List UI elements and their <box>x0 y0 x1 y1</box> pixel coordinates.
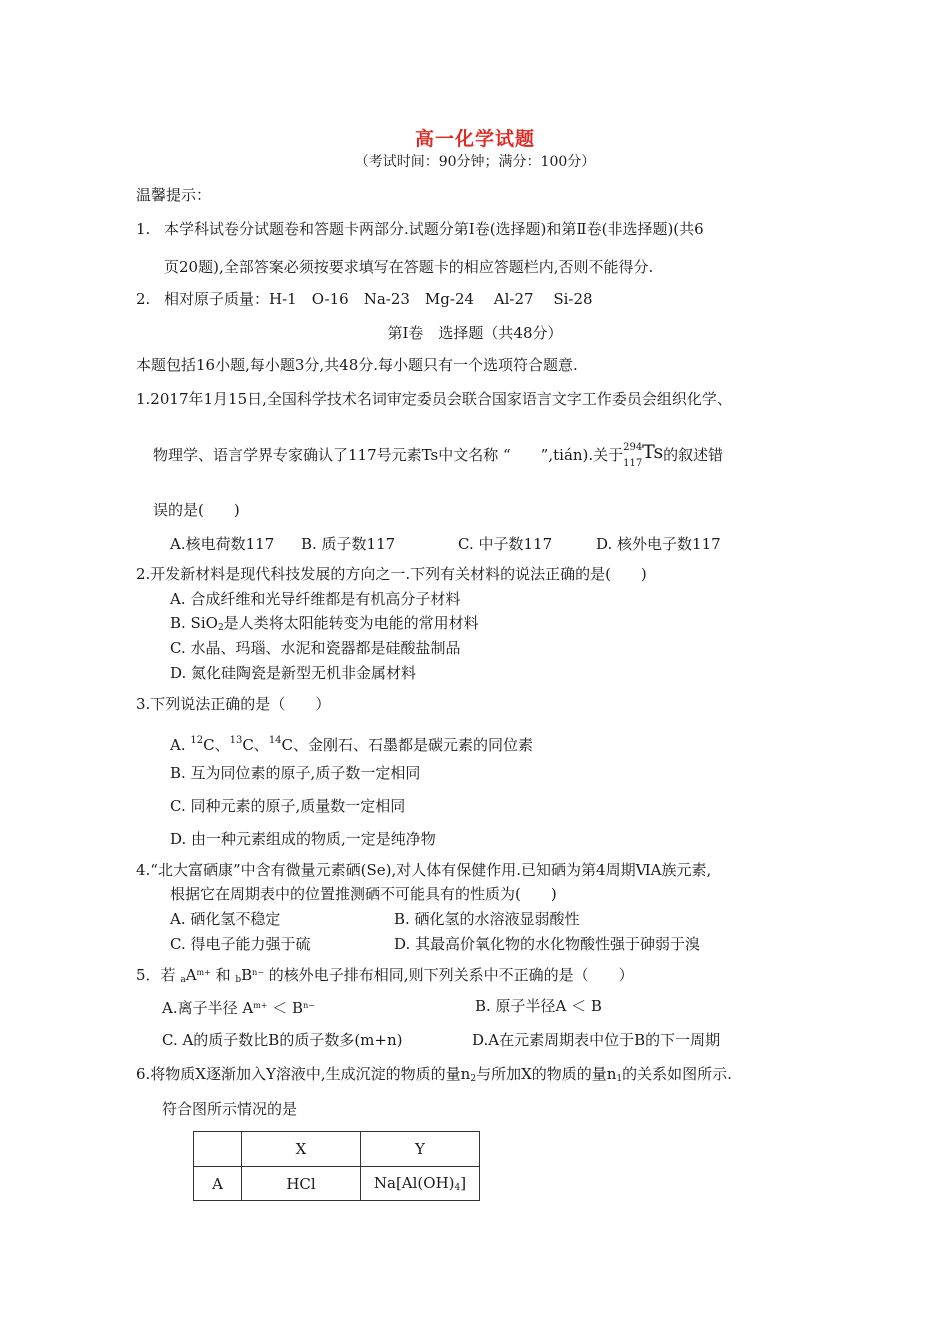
q5-option-a-text: A.离子半径 A <box>162 999 254 1017</box>
page-title: 高一化学试题 <box>414 128 535 150</box>
q4-stem-line-1: 4.“北大富硒康”中含有微量元素硒(Se),对人体有保健作用.已知硒为第4周期ⅥA族元素, <box>136 861 712 879</box>
q2-option-b-text-end: 是人类将太阳能转变为电能的常用材料 <box>223 614 479 632</box>
subscript: 2 <box>470 1074 477 1084</box>
formula-text: Na[Al(OH) <box>373 1174 455 1192</box>
isotope-mass-number: 13 <box>229 735 243 746</box>
tip-2-number: 2. <box>136 290 151 308</box>
q5-stem-text-end: 的核外电子排布相同,则下列关系中不正确的是（ ） <box>264 966 634 984</box>
table-cell: A <box>194 1167 242 1201</box>
q4-stem-line-2: 根据它在周期表中的位置推测硒不可能具有的性质为( ) <box>170 885 557 903</box>
q5-stem-text: 5．若 <box>136 966 181 984</box>
q2-option-b <box>170 613 479 638</box>
table-header-cell: Y <box>361 1132 480 1167</box>
q1-stem-line-3: 误的是( ) <box>153 501 240 519</box>
q4-option-a: A. 硒化氢不稳定 <box>170 910 281 928</box>
subscript: b <box>235 975 242 985</box>
q1-option-b: B. 质子数117 <box>301 535 396 553</box>
q5-option-a-text: ＜ B <box>267 999 304 1017</box>
ion-charge: n− <box>252 968 265 977</box>
q3-option-b: B. 互为同位素的原子,质子数一定相同 <box>170 764 421 782</box>
q2-stem: 2.开发新材料是现代科技发展的方向之一.下列有关材料的说法正确的是( ) <box>136 565 647 583</box>
ion-charge: m+ <box>253 1001 268 1010</box>
isotope-symbol: C、 <box>203 736 230 754</box>
table-cell <box>361 1167 480 1201</box>
q6-options-table <box>193 1131 480 1201</box>
section-1-instructions: 本题包括16小题,每小题3分,共48分.每小题只有一个选项符合题意. <box>136 356 578 374</box>
section-1-title: 第Ⅰ卷 选择题（共48分） <box>387 324 563 342</box>
q1-stem-line-2 <box>153 441 724 469</box>
tip-1-line-1: 本学科试卷分试题卷和答题卡两部分.试题分第Ⅰ卷(选择题)和第Ⅱ卷(非选择题)(共6 <box>164 220 704 238</box>
q1-stem-text: 物理学、语言学界专家确认了117号元素Ts中文名称 “ ”,tián).关于 <box>153 446 624 464</box>
isotope-mass-number: 12 <box>190 735 204 746</box>
tip-1-number: 1. <box>136 220 151 238</box>
tip-1-line-2: 页20题),全部答案必须按要求填写在答题卡的相应答题栏内,否则不能得分. <box>164 258 654 276</box>
q4-option-c: C. 得电子能力强于硫 <box>170 935 311 953</box>
table-header-row <box>194 1132 480 1167</box>
table-cell: HCl <box>242 1167 361 1201</box>
subscript: 4 <box>454 1183 461 1193</box>
q3-option-c: C. 同种元素的原子,质量数一定相同 <box>170 797 406 815</box>
ts-nuclide-symbol <box>623 441 664 469</box>
table-header-cell: X <box>242 1132 361 1167</box>
subscript: a <box>180 975 186 985</box>
q5-option-b: B. 原子半径A ＜ B <box>475 997 602 1015</box>
tips-heading: 温馨提示： <box>136 186 212 204</box>
q2-option-c: C. 水晶、玛瑙、水泥和瓷器都是硅酸盐制品 <box>170 639 461 657</box>
q4-option-d: D. 其最高价氧化物的水化物酸性强于砷弱于溴 <box>394 935 701 953</box>
formula-text: ] <box>460 1174 467 1192</box>
ion-charge: n− <box>303 1001 315 1010</box>
q3-option-a <box>170 731 533 755</box>
q2-option-d: D. 氮化硅陶瓷是新型无机非金属材料 <box>170 664 417 682</box>
ion-symbol: B <box>241 966 253 984</box>
q5-option-d: D.A在元素周期表中位于B的下一周期 <box>472 1031 721 1049</box>
q1-option-c: C. 中子数117 <box>458 535 553 553</box>
nuclide-atomic-number: 117 <box>623 458 643 469</box>
q2-option-b-text: B. SiO <box>170 614 218 632</box>
q6-stem-text: 6.将物质X逐渐加入Y溶液中,生成沉淀的物质的量n <box>136 1065 471 1083</box>
q2-option-a: A. 合成纤维和光导纤维都是有机高分子材料 <box>170 590 461 608</box>
ion-charge: m+ <box>196 968 211 977</box>
q5-stem-text: 和 <box>210 966 236 984</box>
q5-stem <box>136 963 634 990</box>
q6-stem-line-1 <box>136 1064 732 1089</box>
q3-option-a-text: C、金刚石、石墨都是碳元素的同位素 <box>281 736 534 754</box>
ion-symbol: A <box>185 966 197 984</box>
q6-stem-text: 与所加X的物质的量n <box>476 1065 617 1083</box>
isotope-symbol: C、 <box>242 736 269 754</box>
table-header-cell <box>194 1132 242 1167</box>
subscript: 2 <box>217 623 224 633</box>
q1-stem-line-1: 1.2017年1月15日,全国科学技术名词审定委员会联合国家语言文字工作委员会组织化学、 <box>136 390 732 408</box>
exam-info: （考试时间：90分钟；满分：100分） <box>354 154 596 170</box>
q6-stem-text-end: 的关系如图所示. <box>622 1065 732 1083</box>
subscript: 1 <box>616 1074 623 1084</box>
q1-option-a: A.核电荷数117 <box>170 535 275 553</box>
table-row <box>194 1167 480 1201</box>
q3-stem: 3.下列说法正确的是（ ） <box>136 695 331 713</box>
tip-2-atomic-masses: 相对原子质量：H-1 O-16 Na-23 Mg-24 Al-27 Si-28 <box>164 290 593 308</box>
q3-option-a-label: A. <box>170 736 191 754</box>
q1-option-d: D. 核外电子数117 <box>596 535 721 553</box>
q6-stem-line-2: 符合图所示情况的是 <box>162 1100 298 1118</box>
isotope-mass-number: 14 <box>268 735 282 746</box>
q3-option-d: D. 由一种元素组成的物质,一定是纯净物 <box>170 830 436 848</box>
q1-stem-text-end: 的叙述错 <box>663 446 724 464</box>
q5-option-a <box>162 996 315 1018</box>
nuclide-mass-number: 294 <box>623 442 643 453</box>
q4-option-b: B. 硒化氢的水溶液显弱酸性 <box>394 910 580 928</box>
q5-option-c: C. A的质子数比B的质子数多(m+n) <box>162 1031 403 1049</box>
nuclide-element: Ts <box>642 441 664 463</box>
